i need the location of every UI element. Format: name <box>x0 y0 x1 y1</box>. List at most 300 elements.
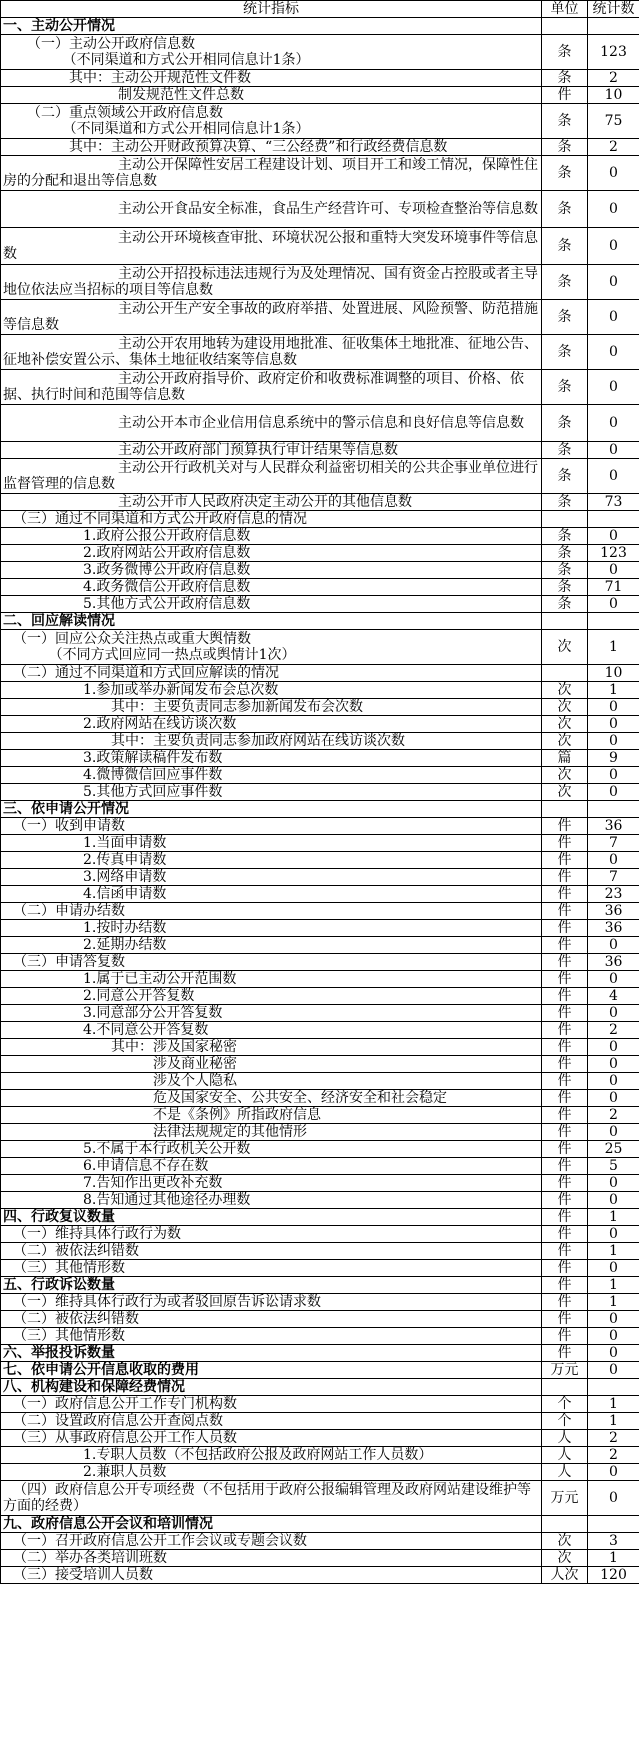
row-indicator: 8.告知通过其他途径办理数 <box>1 1192 542 1209</box>
row-value: 0 <box>588 1328 639 1345</box>
row-unit: 件 <box>542 87 588 104</box>
table-row <box>1 886 639 903</box>
table-row <box>1 1481 639 1516</box>
row-unit: 件 <box>542 1056 588 1073</box>
row-value: 0 <box>588 596 639 613</box>
row-value: 10 <box>588 665 639 682</box>
row-unit: 人 <box>542 1464 588 1481</box>
row-value <box>588 18 639 35</box>
row-value: 0 <box>588 1260 639 1277</box>
table-row <box>1 733 639 750</box>
table-row <box>1 937 639 954</box>
row-value: 0 <box>588 562 639 579</box>
row-value: 0 <box>588 370 639 405</box>
table-row <box>1 1005 639 1022</box>
row-value: 73 <box>588 494 639 511</box>
row-value: 0 <box>588 1362 639 1379</box>
row-value <box>588 511 639 528</box>
row-unit: 个 <box>542 1396 588 1413</box>
row-value: 2 <box>588 1430 639 1447</box>
table-row <box>1 750 639 767</box>
row-indicator: 九、政府信息公开会议和培训情况 <box>1 1516 542 1533</box>
table-row <box>1 954 639 971</box>
table-row <box>1 1464 639 1481</box>
row-unit: 条 <box>542 335 588 370</box>
row-indicator: （一）召开政府信息公开工作会议或专题会议数 <box>1 1533 542 1550</box>
row-indicator: （三）从事政府信息公开工作人员数 <box>1 1430 542 1447</box>
row-value: 0 <box>588 191 639 228</box>
row-indicator: （一）主动公开政府信息数 （不同渠道和方式公开相同信息计1条） <box>1 35 542 70</box>
row-indicator: 涉及商业秘密 <box>1 1056 542 1073</box>
row-value: 2 <box>588 1107 639 1124</box>
row-value: 2 <box>588 70 639 87</box>
row-unit: 件 <box>542 1243 588 1260</box>
table-row <box>1 228 639 265</box>
table-row <box>1 562 639 579</box>
table-row <box>1 18 639 35</box>
row-indicator: 其中：主要负责同志参加新闻发布会次数 <box>1 699 542 716</box>
row-unit: 件 <box>542 869 588 886</box>
header-indicator: 统计指标 <box>1 1 542 18</box>
row-indicator: 6.申请信息不存在数 <box>1 1158 542 1175</box>
row-unit: 次 <box>542 733 588 750</box>
row-indicator: 其中：主动公开规范性文件数 <box>1 70 542 87</box>
row-unit: 条 <box>542 35 588 70</box>
row-unit: 次 <box>542 699 588 716</box>
row-indicator: 其中：涉及国家秘密 <box>1 1039 542 1056</box>
row-value: 1 <box>588 630 639 665</box>
row-value: 36 <box>588 818 639 835</box>
row-unit: 件 <box>542 1328 588 1345</box>
row-indicator: （三）通过不同渠道和方式公开政府信息的情况 <box>1 511 542 528</box>
row-indicator: （一）回应公众关注热点或重大舆情数 （不同方式回应同一热点或舆情计1次） <box>1 630 542 665</box>
table-row <box>1 1073 639 1090</box>
row-indicator: 一、主动公开情况 <box>1 18 542 35</box>
row-unit: 篇 <box>542 750 588 767</box>
row-value: 1 <box>588 1277 639 1294</box>
row-unit: 件 <box>542 954 588 971</box>
row-value: 23 <box>588 886 639 903</box>
table-row <box>1 1056 639 1073</box>
row-unit <box>542 801 588 818</box>
row-unit: 件 <box>542 1158 588 1175</box>
row-value: 0 <box>588 335 639 370</box>
row-indicator: （二）通过不同渠道和方式回应解读的情况 <box>1 665 542 682</box>
row-value: 0 <box>588 1005 639 1022</box>
row-indicator: （一）维持具体行政行为数 <box>1 1226 542 1243</box>
row-unit: 次 <box>542 767 588 784</box>
row-indicator: 3.网络申请数 <box>1 869 542 886</box>
row-value: 3 <box>588 1533 639 1550</box>
row-indicator: 五、行政诉讼数量 <box>1 1277 542 1294</box>
row-indicator: 1.参加或举办新闻发布会总次数 <box>1 682 542 699</box>
table-row <box>1 370 639 405</box>
row-indicator: 4.政务微信公开政府信息数 <box>1 579 542 596</box>
row-indicator: 制发规范性文件总数 <box>1 87 542 104</box>
row-indicator: 2.同意公开答复数 <box>1 988 542 1005</box>
table-row <box>1 545 639 562</box>
row-indicator: 七、依申请公开信息收取的费用 <box>1 1362 542 1379</box>
row-indicator: 主动公开保障性安居工程建设计划、项目开工和竣工情况，保障性住房的分配和退出等信息数 <box>1 156 542 191</box>
row-value: 0 <box>588 784 639 801</box>
row-value: 0 <box>588 716 639 733</box>
row-value: 0 <box>588 265 639 300</box>
row-indicator: 1.按时办结数 <box>1 920 542 937</box>
row-value: 0 <box>588 1175 639 1192</box>
row-unit: 人次 <box>542 1567 588 1584</box>
row-value: 4 <box>588 988 639 1005</box>
table-row <box>1 1124 639 1141</box>
table-row <box>1 801 639 818</box>
row-unit: 件 <box>542 1022 588 1039</box>
table-row <box>1 139 639 156</box>
row-value: 2 <box>588 1022 639 1039</box>
row-unit <box>542 18 588 35</box>
row-unit: 条 <box>542 579 588 596</box>
row-value: 0 <box>588 1311 639 1328</box>
table-row <box>1 1447 639 1464</box>
table-row <box>1 852 639 869</box>
table-row <box>1 988 639 1005</box>
row-value: 0 <box>588 937 639 954</box>
row-indicator: （四）政府信息公开专项经费（不包括用于政府公报编辑管理及政府网站建设维护等方面的经费） <box>1 1481 542 1516</box>
row-value: 0 <box>588 699 639 716</box>
table-row <box>1 903 639 920</box>
row-unit: 条 <box>542 494 588 511</box>
row-value: 0 <box>588 1345 639 1362</box>
row-unit: 条 <box>542 70 588 87</box>
table-row <box>1 442 639 459</box>
row-unit: 件 <box>542 1311 588 1328</box>
row-value: 0 <box>588 1039 639 1056</box>
row-indicator: 2.政府网站在线访谈次数 <box>1 716 542 733</box>
row-unit <box>542 1379 588 1396</box>
row-unit: 条 <box>542 562 588 579</box>
table-row <box>1 87 639 104</box>
row-value: 120 <box>588 1567 639 1584</box>
table-row <box>1 1550 639 1567</box>
row-unit: 人 <box>542 1447 588 1464</box>
table-row <box>1 459 639 494</box>
table-row <box>1 1158 639 1175</box>
row-unit: 件 <box>542 988 588 1005</box>
row-indicator: 7.告知作出更改补充数 <box>1 1175 542 1192</box>
row-indicator: 4.不同意公开答复数 <box>1 1022 542 1039</box>
row-unit: 件 <box>542 1090 588 1107</box>
row-value: 1 <box>588 1413 639 1430</box>
row-indicator: （一）政府信息公开工作专门机构数 <box>1 1396 542 1413</box>
row-indicator: 六、举报投诉数量 <box>1 1345 542 1362</box>
row-unit: 万元 <box>542 1362 588 1379</box>
row-indicator: 4.微博微信回应事件数 <box>1 767 542 784</box>
table-row <box>1 104 639 139</box>
row-unit: 件 <box>542 1260 588 1277</box>
row-unit: 条 <box>542 459 588 494</box>
row-value: 36 <box>588 903 639 920</box>
row-value: 7 <box>588 835 639 852</box>
row-value: 75 <box>588 104 639 139</box>
table-row <box>1 1430 639 1447</box>
table-row <box>1 265 639 300</box>
table-row <box>1 1141 639 1158</box>
row-indicator: （二）申请办结数 <box>1 903 542 920</box>
table-row <box>1 494 639 511</box>
table-row <box>1 1379 639 1396</box>
row-value: 0 <box>588 767 639 784</box>
row-indicator: 2.兼职人员数 <box>1 1464 542 1481</box>
row-unit: 件 <box>542 1039 588 1056</box>
row-unit: 件 <box>542 886 588 903</box>
row-unit: 条 <box>542 370 588 405</box>
row-value: 0 <box>588 1073 639 1090</box>
table-row <box>1 35 639 70</box>
row-value: 1 <box>588 1209 639 1226</box>
row-indicator: 其中：主动公开财政预算决算、“三公经费”和行政经费信息数 <box>1 139 542 156</box>
row-value: 0 <box>588 442 639 459</box>
table-row <box>1 1022 639 1039</box>
row-value: 2 <box>588 139 639 156</box>
row-value: 123 <box>588 545 639 562</box>
table-row <box>1 579 639 596</box>
row-value: 1 <box>588 1243 639 1260</box>
row-indicator: （三）接受培训人员数 <box>1 1567 542 1584</box>
row-unit: 件 <box>542 852 588 869</box>
table-row <box>1 971 639 988</box>
table-row <box>1 920 639 937</box>
row-value: 0 <box>588 156 639 191</box>
table-row <box>1 1516 639 1533</box>
table-row <box>1 1107 639 1124</box>
row-unit: 件 <box>542 1124 588 1141</box>
row-indicator: 主动公开行政机关对与人民群众利益密切相关的公共企事业单位进行监督管理的信息数 <box>1 459 542 494</box>
row-indicator: 主动公开农用地转为建设用地批准、征收集体土地批准、征地公告、征地补偿安置公示、集体土地征收结案等信息数 <box>1 335 542 370</box>
row-unit: 件 <box>542 1073 588 1090</box>
row-value: 36 <box>588 954 639 971</box>
table-row <box>1 511 639 528</box>
row-indicator: 主动公开招投标违法违规行为及处理情况、国有资金占控股或者主导地位依法应当招标的项目等信息数 <box>1 265 542 300</box>
row-indicator: 5.其他方式公开政府信息数 <box>1 596 542 613</box>
table-row <box>1 596 639 613</box>
table-row <box>1 835 639 852</box>
row-indicator: 2.传真申请数 <box>1 852 542 869</box>
row-indicator: 危及国家安全、公共安全、经济安全和社会稳定 <box>1 1090 542 1107</box>
row-unit: 万元 <box>542 1481 588 1516</box>
row-unit: 件 <box>542 818 588 835</box>
row-unit: 条 <box>542 228 588 265</box>
row-value: 0 <box>588 459 639 494</box>
row-unit: 次 <box>542 1533 588 1550</box>
row-indicator: （二）重点领域公开政府信息数 （不同渠道和方式公开相同信息计1条） <box>1 104 542 139</box>
row-unit: 件 <box>542 937 588 954</box>
row-unit: 个 <box>542 1413 588 1430</box>
row-unit <box>542 1516 588 1533</box>
row-unit: 件 <box>542 1345 588 1362</box>
table-row <box>1 1260 639 1277</box>
row-value: 5 <box>588 1158 639 1175</box>
row-value: 7 <box>588 869 639 886</box>
row-indicator: 3.政策解读稿件发布数 <box>1 750 542 767</box>
row-unit: 件 <box>542 1277 588 1294</box>
row-value: 0 <box>588 1090 639 1107</box>
row-unit: 次 <box>542 716 588 733</box>
row-value: 1 <box>588 1294 639 1311</box>
row-value: 0 <box>588 1124 639 1141</box>
header-value: 统计数 <box>588 1 639 18</box>
row-value: 0 <box>588 852 639 869</box>
row-value: 1 <box>588 1396 639 1413</box>
row-unit: 次 <box>542 682 588 699</box>
row-indicator: 1.专职人员数（不包括政府公报及政府网站工作人员数） <box>1 1447 542 1464</box>
row-unit <box>542 665 588 682</box>
table-row <box>1 70 639 87</box>
row-value: 0 <box>588 228 639 265</box>
row-value: 0 <box>588 1192 639 1209</box>
row-indicator: （二）设置政府信息公开查阅点数 <box>1 1413 542 1430</box>
row-unit: 次 <box>542 1550 588 1567</box>
row-indicator: 八、机构建设和保障经费情况 <box>1 1379 542 1396</box>
row-unit: 件 <box>542 971 588 988</box>
row-indicator: 4.信函申请数 <box>1 886 542 903</box>
row-value: 0 <box>588 1056 639 1073</box>
row-indicator: （二）举办各类培训班数 <box>1 1550 542 1567</box>
row-indicator: 5.不属于本行政机关公开数 <box>1 1141 542 1158</box>
row-unit: 次 <box>542 630 588 665</box>
table-row <box>1 818 639 835</box>
row-indicator: （三）其他情形数 <box>1 1260 542 1277</box>
table-row <box>1 156 639 191</box>
table-row <box>1 335 639 370</box>
row-value: 0 <box>588 1226 639 1243</box>
row-indicator: 1.属于已主动公开范围数 <box>1 971 542 988</box>
row-value: 2 <box>588 1447 639 1464</box>
row-indicator: 主动公开环境核查审批、环境状况公报和重特大突发环境事件等信息数 <box>1 228 542 265</box>
table-row <box>1 613 639 630</box>
row-unit: 件 <box>542 903 588 920</box>
row-indicator: 主动公开生产安全事故的政府举措、处置进展、风险预警、防范措施等信息数 <box>1 300 542 335</box>
table-row <box>1 528 639 545</box>
row-value: 0 <box>588 300 639 335</box>
row-unit: 条 <box>542 545 588 562</box>
row-value: 0 <box>588 971 639 988</box>
row-indicator: 3.同意部分公开答复数 <box>1 1005 542 1022</box>
row-indicator: 四、行政复议数量 <box>1 1209 542 1226</box>
table-row <box>1 1362 639 1379</box>
row-value: 36 <box>588 920 639 937</box>
row-indicator: 主动公开本市企业信用信息系统中的警示信息和良好信息等信息数 <box>1 405 542 442</box>
table-row <box>1 1413 639 1430</box>
row-unit: 件 <box>542 1226 588 1243</box>
table-row <box>1 1090 639 1107</box>
row-indicator: 不是《条例》所指政府信息 <box>1 1107 542 1124</box>
row-indicator: 1.政府公报公开政府信息数 <box>1 528 542 545</box>
table-row <box>1 699 639 716</box>
row-unit: 件 <box>542 1209 588 1226</box>
row-unit <box>542 613 588 630</box>
row-unit: 件 <box>542 1005 588 1022</box>
row-indicator: （二）被依法纠错数 <box>1 1243 542 1260</box>
table-row <box>1 1345 639 1362</box>
row-indicator: （一）收到申请数 <box>1 818 542 835</box>
row-value: 0 <box>588 1464 639 1481</box>
row-indicator: 二、回应解读情况 <box>1 613 542 630</box>
table-row <box>1 767 639 784</box>
table-body <box>1 18 639 1584</box>
row-indicator: 法律法规规定的其他情形 <box>1 1124 542 1141</box>
header-unit: 单位 <box>542 1 588 18</box>
row-unit: 条 <box>542 104 588 139</box>
row-unit: 条 <box>542 596 588 613</box>
row-indicator: 主动公开食品安全标准，食品生产经营许可、专项检查整治等信息数 <box>1 191 542 228</box>
row-unit: 条 <box>542 265 588 300</box>
row-value: 0 <box>588 1481 639 1516</box>
row-value: 0 <box>588 733 639 750</box>
row-indicator: 三、依申请公开情况 <box>1 801 542 818</box>
row-unit: 人 <box>542 1430 588 1447</box>
row-unit: 条 <box>542 156 588 191</box>
table-row <box>1 1328 639 1345</box>
row-indicator: （二）被依法纠错数 <box>1 1311 542 1328</box>
table-row <box>1 191 639 228</box>
row-indicator: 3.政务微博公开政府信息数 <box>1 562 542 579</box>
row-unit: 件 <box>542 1192 588 1209</box>
row-unit: 件 <box>542 1107 588 1124</box>
table-row <box>1 869 639 886</box>
table-row <box>1 1294 639 1311</box>
row-value: 123 <box>588 35 639 70</box>
table-row <box>1 1243 639 1260</box>
row-value: 1 <box>588 1550 639 1567</box>
row-value: 71 <box>588 579 639 596</box>
row-unit: 次 <box>542 784 588 801</box>
table-row <box>1 1209 639 1226</box>
table-row <box>1 1567 639 1584</box>
row-indicator: 其中：主要负责同志参加政府网站在线访谈次数 <box>1 733 542 750</box>
row-indicator: 2.政府网站公开政府信息数 <box>1 545 542 562</box>
row-unit: 件 <box>542 1294 588 1311</box>
table-row <box>1 1192 639 1209</box>
table-row <box>1 1533 639 1550</box>
row-indicator: （三）其他情形数 <box>1 1328 542 1345</box>
row-indicator: 主动公开政府指导价、政府定价和收费标准调整的项目、价格、依据、执行时间和范围等信息数 <box>1 370 542 405</box>
table-row <box>1 665 639 682</box>
table-row <box>1 1396 639 1413</box>
row-indicator: （一）维持具体行政行为或者驳回原告诉讼请求数 <box>1 1294 542 1311</box>
table-row <box>1 784 639 801</box>
row-indicator: 1.当面申请数 <box>1 835 542 852</box>
row-unit: 件 <box>542 1141 588 1158</box>
row-value: 10 <box>588 87 639 104</box>
table-row <box>1 1175 639 1192</box>
row-unit: 件 <box>542 1175 588 1192</box>
row-indicator: （三）申请答复数 <box>1 954 542 971</box>
row-unit: 条 <box>542 442 588 459</box>
row-unit <box>542 511 588 528</box>
row-value <box>588 1379 639 1396</box>
row-unit: 件 <box>542 920 588 937</box>
table-row <box>1 1226 639 1243</box>
row-indicator: 涉及个人隐私 <box>1 1073 542 1090</box>
row-value: 0 <box>588 528 639 545</box>
row-unit: 条 <box>542 300 588 335</box>
table-row <box>1 1277 639 1294</box>
row-value <box>588 613 639 630</box>
row-unit: 条 <box>542 191 588 228</box>
row-value: 9 <box>588 750 639 767</box>
row-value <box>588 801 639 818</box>
table-row <box>1 682 639 699</box>
row-indicator: 5.其他方式回应事件数 <box>1 784 542 801</box>
row-unit: 条 <box>542 528 588 545</box>
